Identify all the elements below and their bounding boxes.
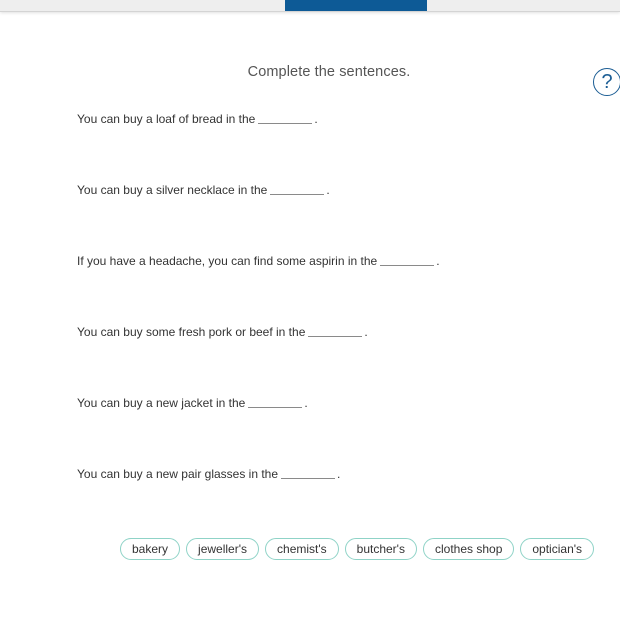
answer-blank-4[interactable] [308,315,362,337]
word-chip-chemists[interactable]: chemist's [265,538,339,560]
sentence-2 [77,179,330,201]
sentence-period: . [337,467,341,481]
answer-blank-5[interactable] [248,386,302,408]
answer-blank-1[interactable] [258,102,312,124]
sentence-6 [77,463,340,485]
sentence-prompt: You can buy a new jacket in the [77,396,246,410]
sentence-3 [77,250,440,272]
instruction-text: Complete the sentences. [247,64,411,80]
answer-blank-6[interactable] [281,457,335,479]
sentence-prompt: You can buy a silver necklace in the [77,183,268,197]
sentence-5 [77,392,308,414]
help-question-icon[interactable]: ? [593,68,620,96]
sentence-prompt: You can buy a new pair glasses in the [77,467,279,481]
word-chip-butchers[interactable]: butcher's [345,538,417,560]
sentence-prompt: If you have a headache, you can find some aspirin in the [77,254,378,268]
sentence-period: . [314,112,318,126]
word-chip-jewellers[interactable]: jeweller's [186,538,259,560]
sentence-4 [77,321,368,343]
word-chip-clothes-shop[interactable]: clothes shop [423,538,514,560]
sentence-period: . [326,183,330,197]
sentence-prompt: You can buy a loaf of bread in the [77,112,256,126]
active-tab-indicator[interactable] [285,0,427,11]
sentence-prompt: You can buy some fresh pork or beef in the [77,325,306,339]
sentence-period: . [436,254,440,268]
answer-blank-2[interactable] [270,173,324,195]
word-bank [120,538,594,560]
word-chip-bakery[interactable]: bakery [120,538,180,560]
word-chip-opticians[interactable]: optician's [520,538,594,560]
sentence-period: . [364,325,368,339]
sentence-1 [77,108,318,130]
answer-blank-3[interactable] [380,244,434,266]
sentence-period: . [304,396,308,410]
